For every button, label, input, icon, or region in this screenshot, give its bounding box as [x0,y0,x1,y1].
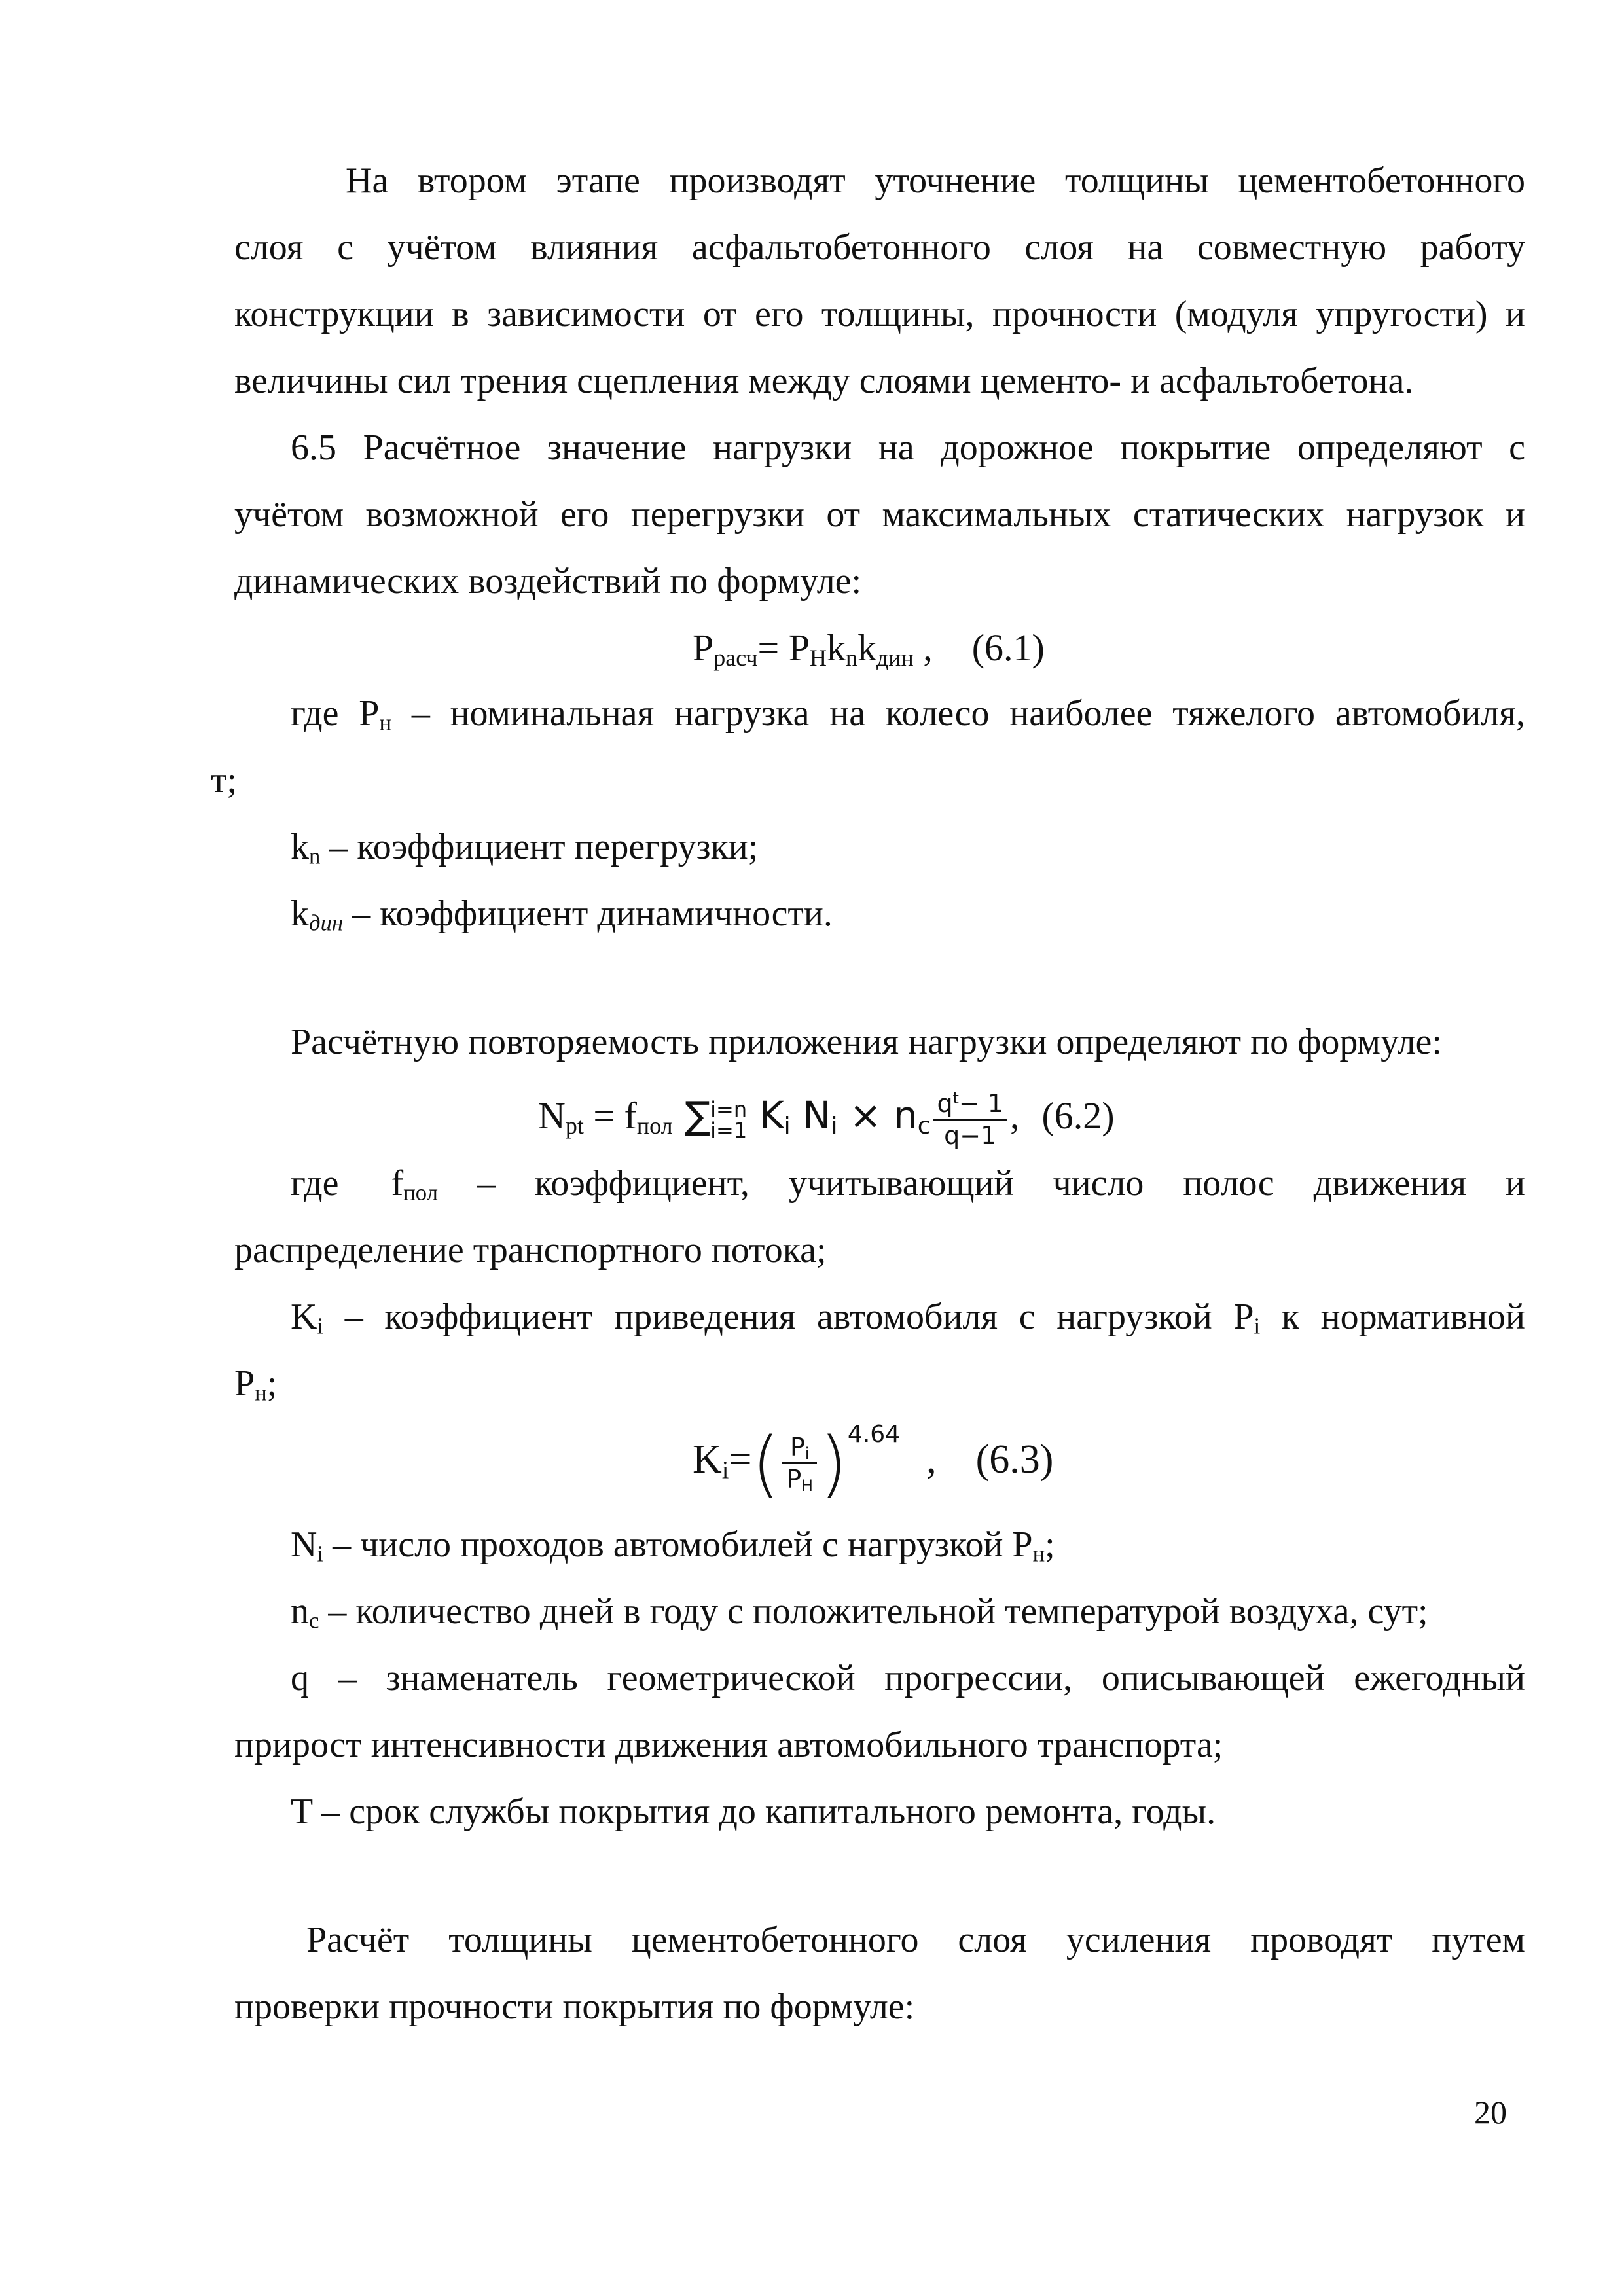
paragraph-2-line-2: учётом возможной его перегрузки от максимальных статических нагрузок и [234,494,1525,535]
definition-k-i-cont: $P_н$; [234,1363,278,1406]
definition-f-pol-cont: распределение транспортного потока; [234,1230,827,1270]
formula-6-3: $K_i=$( $\frac{P_i}{P_H}$ )$^{4.64}$, (6.3) [693,1421,1054,1505]
definition-n-i: $N_i$ – число проходов автомобилей с нагрузкой $P_н$; [291,1524,1055,1567]
paragraph-1-line-2: слоя с учётом влияния асфальтобетонного слоя на совместную работу [234,227,1525,268]
definition-p-nominal: где $P_н$ – номинальная нагрузка на колесо наиболее тяжелого автомобиля, [291,693,1526,736]
paragraph-1-line-1: На втором этапе производят уточнение толщины цементобетонного [346,160,1525,201]
definition-t: T – срок службы покрытия до капитального ремонта, годы. [291,1791,1216,1832]
equation-number-6-3: (6.3) [975,1437,1054,1482]
definition-k-n: $k_n$ – коэффициент перегрузки; [291,827,759,869]
paragraph-1-line-3: конструкции в зависимости от его толщины, прочности (модуля упругости) и [234,294,1525,334]
paragraph-1-line-4: величины сил трения сцепления между слоями цементо- и асфальтобетона. [234,361,1414,401]
definition-f-pol: где $f_{пол}$ – коэффициент, учитывающий число полос движения и [291,1163,1525,1206]
equation-number-6-2: (6.2) [1041,1094,1115,1137]
page-number: 20 [1474,2094,1507,2130]
definition-q-cont: прирост интенсивности движения автомобильного транспорта; [234,1725,1223,1765]
definition-k-din: $k_{дин}$ – коэффициент динамичности. [291,893,833,936]
definition-n-c: $n_c$ – количество дней в году с положительной температурой воздуха, сут; [291,1591,1428,1634]
definition-k-i: $K_i$ – коэффициент приведения автомобиля с нагрузкой $P_i$ к нормативной [291,1297,1526,1339]
paragraph-2-line-1: 6.5 Расчётное значение нагрузки на дорожное покрытие определяют с [291,427,1525,468]
paragraph-4-line-2: проверки прочности покрытия по формуле: [234,1986,915,2027]
definition-q: q – знаменатель геометрической прогрессии, описывающей ежегодный [291,1658,1525,1698]
formula-6-1: $P_{расч}= P_Hk_nk_{дин}$ , (6.1) [693,626,1045,671]
definition-p-nominal-cont: т; [211,760,238,800]
paragraph-4-line-1: Расчёт толщины цементобетонного слоя усиления проводят путем [306,1920,1525,1960]
paragraph-2-line-3: динамических воздействий по формуле: [234,561,862,601]
paragraph-3: Расчётную повторяемость приложения нагрузки определяют по формуле: [291,1022,1442,1062]
formula-6-2: $N_{pt} = f_{пол}$ ∑ i=n i=1 $K_i$ $N_i \times n_c$ $\frac{q^t- 1}{q-1}$ , (6.2) [538,1089,1115,1151]
equation-number-6-1: (6.1) [971,626,1045,669]
